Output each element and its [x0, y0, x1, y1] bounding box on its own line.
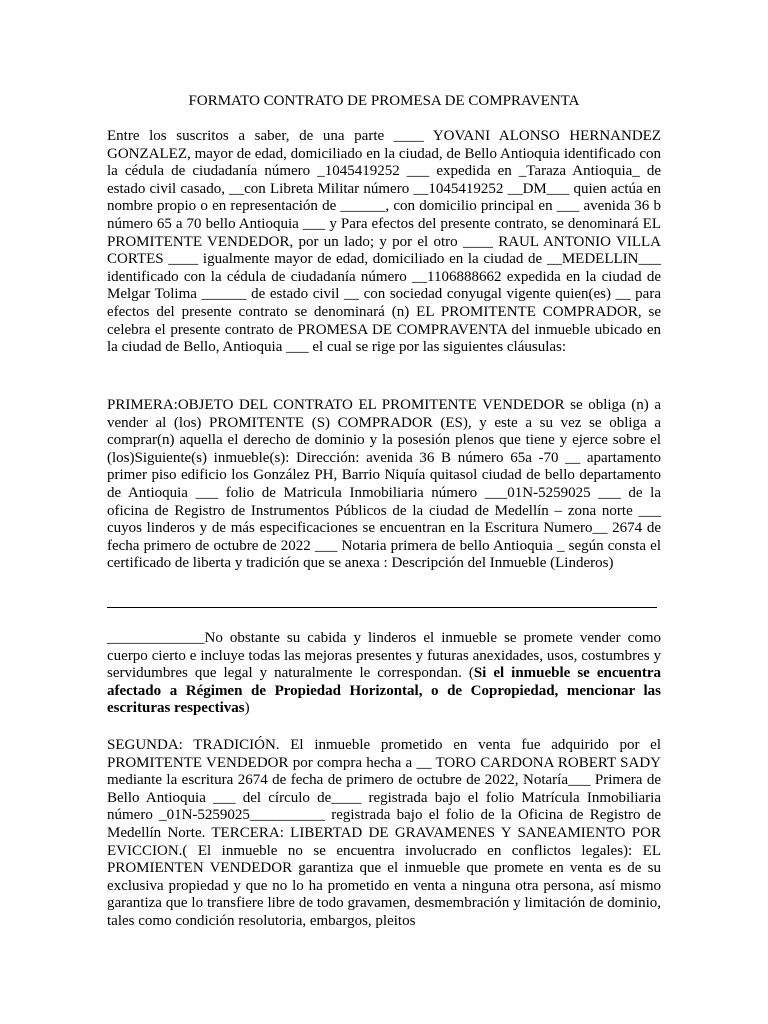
closing-parenthesis: ) [244, 700, 250, 717]
parties-paragraph: Entre los suscritos a saber, de una parte ____ YOVANI ALONSO HERNANDEZ GONZALEZ, mayor de edad, domiciliado en la ciudad, de Bello Antioquia identificado con la cédula de ciudadanía número _1045419252 ___ expedida en _Taraza Antioquia_ de estado civil casado, __con Libreta Militar número __1045419252 __DM___ quien actúa en nombre propio o en representación de ______, con domicilio principal en ___ avenida 36 b número 65 a 70 bello Antioquia ___ y Para efectos del presente contrato, se denominará EL PROMITENTE VENDEDOR, por un lado; y por el otro ____ RAUL ANTONIO VILLA CORTES ____ igualmente mayor de edad, domiciliado en la ciudad de __MEDELLIN___ identificado con la cédula de ciudadanía número __1106888662 expedida en la ciudad de Melgar Tolima ______ de estado civil __ con sociedad conyugal vigente quien(es) __ para efectos del presente contrato se denominará (n) EL PROMITENTE COMPRADOR, se celebra el presente contrato de PROMESA DE COMPRAVENTA del inmueble ubicado en la ciudad de Bello, Antioquia ___ el cual se rige por las siguientes cláusulas: [107, 128, 661, 356]
clause-primera-paragraph: PRIMERA:OBJETO DEL CONTRATO EL PROMITENTE VENDEDOR se obliga (n) a vender al (los) PROMITENTE (S) COMPRADOR (ES), y este a su vez se obliga a comprar(n) aquella el derecho de dominio y la posesión plenos que tiene y ejerce sobre el (los)Siguiente(s) inmueble(s): Dirección: avenida 36 B número 65a -70 __ apartamento primer piso edificio los González PH, Barrio Niquía quitasol ciudad de bello departamento de Antioquia ___ folio de Matricula Inmobiliaria número ___01N-5259025 ___ de la oficina de Registro de Instrumentos Públicos de la ciudad de Medellín – zona norte ___ cuyos linderos y de más especificaciones se encuentran en la Escritura Numero__ 2674 de fecha primero de octubre de 2022 ___ Notaria primera de bello Antioquia _ según consta el certificado de liberta y tradición que se anexa : Descripción del Inmueble (Linderos) [107, 397, 661, 572]
blank-signature-line [107, 607, 657, 608]
propiedad-horizontal-note: Si el inmueble se encuentra afectado a Régimen de Propiedad Horizontal, o de Copropiedad, mencionar las escrituras respectivas [107, 665, 662, 717]
clause-segunda-tercera-paragraph: SEGUNDA: TRADICIÓN. El inmueble prometido en venta fue adquirido por el PROMITENTE VENDEDOR por compra hecha a __ TORO CARDONA ROBERT SADY mediante la escritura 2674 de fecha de primero de octubre de 2022, Notaría___ Primera de Bello Antioquia ___ del círculo de____ registrada bajo el folio Matrícula Inmobiliaria número _01N-5259025__________ registrada bajo el folio de la Oficina de Registro de Medellín Norte. TERCERA: LIBERTAD DE GRAVAMENES Y SANEAMIENTO POR EVICCION.( El inmueble no se encuentra involucrado en conflictos legales): EL PROMIENTEN VENDEDOR garantiza que el inmueble que promete en venta es de su exclusiva propiedad y que no lo ha prometido en venta a ninguna otra persona, así mismo garantiza que lo transfiere libre de todo gravamen, desmembración y limitación de dominio, tales como condición resolutoria, embargos, pleitos [107, 737, 661, 929]
cabida-text: _____________No obstante su cabida y linderos el inmueble se promete vender como cuerpo cierto e incluye todas las mejoras presentes y futuras anexidades, usos, costumbres y servidumbres que legal y naturalmente le correspondan. ( [107, 630, 661, 682]
document-title: FORMATO CONTRATO DE PROMESA DE COMPRAVENTA [188, 93, 580, 109]
document-page [107, 0, 661, 1024]
cabida-linderos-paragraph [107, 630, 661, 718]
